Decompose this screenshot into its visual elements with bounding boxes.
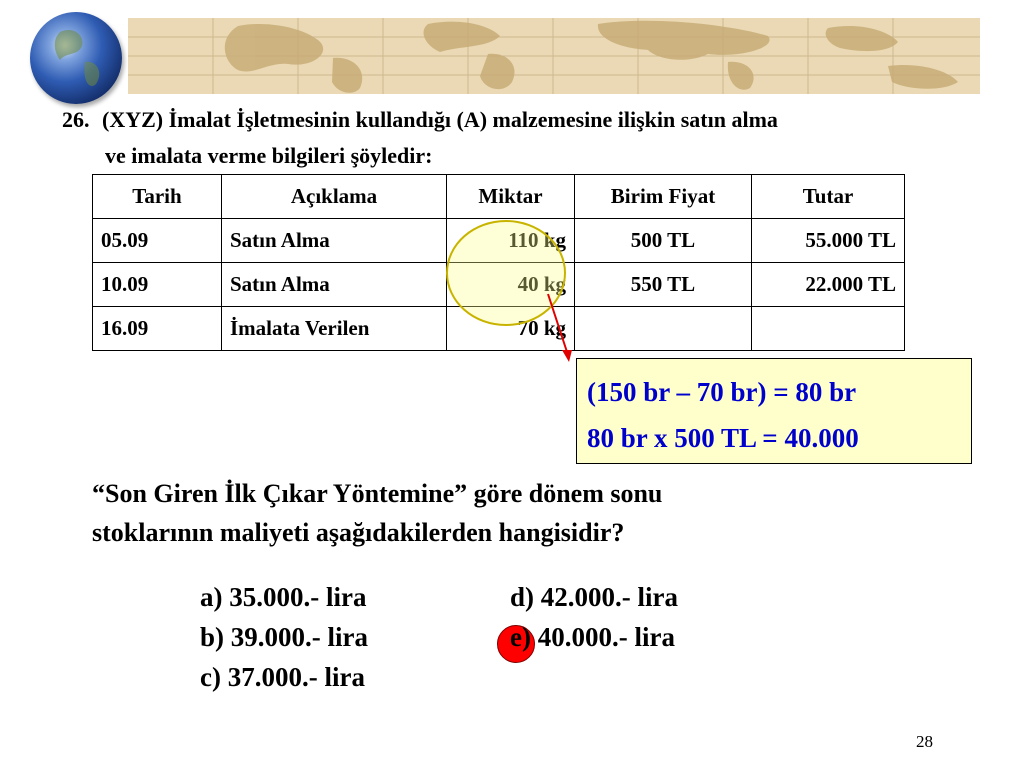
cell-description: Satın Alma: [222, 219, 447, 263]
question-number: 26.: [62, 107, 90, 132]
option-e: e) 40.000.- lira: [510, 622, 675, 652]
page-number: 28: [916, 732, 933, 751]
cell-date: 10.09: [93, 263, 222, 307]
calculation-line-1: (150 br – 70 br) = 80 br: [587, 377, 857, 407]
cell-total: 55.000 TL: [752, 219, 905, 263]
question-line-1: (XYZ) İmalat İşletmesinin kullandığı (A) malzemesine ilişkin satın alma: [102, 107, 778, 132]
question-text: [62, 102, 992, 174]
cell-unit-price: 500 TL: [575, 219, 752, 263]
cell-total: [752, 307, 905, 351]
cell-description: Satın Alma: [222, 263, 447, 307]
header-tutar: Tutar: [752, 175, 905, 219]
header-miktar: Miktar: [447, 175, 575, 219]
calculation-line-2: 80 br x 500 TL = 40.000: [587, 423, 859, 453]
cell-date: 16.09: [93, 307, 222, 351]
prompt-line-2: stoklarının maliyeti aşağıdakilerden hangisidir?: [92, 518, 625, 547]
cell-unit-price: [575, 307, 752, 351]
question-line-2: ve imalata verme bilgileri şöyledir:: [105, 143, 433, 168]
cell-date: 05.09: [93, 219, 222, 263]
cell-unit-price: 550 TL: [575, 263, 752, 307]
cell-description: İmalata Verilen: [222, 307, 447, 351]
globe-icon: [30, 12, 122, 104]
world-map-banner: [128, 18, 980, 94]
header-birim-fiyat: Birim Fiyat: [575, 175, 752, 219]
option-a: a) 35.000.- lira: [200, 582, 367, 612]
cell-quantity: 110 kg: [447, 219, 575, 263]
header-tarih: Tarih: [93, 175, 222, 219]
question-prompt: [92, 474, 912, 552]
table-header-row: [93, 175, 905, 219]
option-b: b) 39.000.- lira: [200, 622, 368, 652]
option-c: c) 37.000.- lira: [200, 662, 365, 692]
calculation-box: [576, 358, 972, 464]
cell-quantity: 40 kg: [447, 263, 575, 307]
prompt-line-1: “Son Giren İlk Çıkar Yöntemine” göre dönem sonu: [92, 479, 663, 508]
cell-quantity: 70 kg: [447, 307, 575, 351]
red-arrow-icon: [540, 292, 580, 364]
option-d: d) 42.000.- lira: [510, 582, 678, 612]
cell-total: 22.000 TL: [752, 263, 905, 307]
header-aciklama: Açıklama: [222, 175, 447, 219]
